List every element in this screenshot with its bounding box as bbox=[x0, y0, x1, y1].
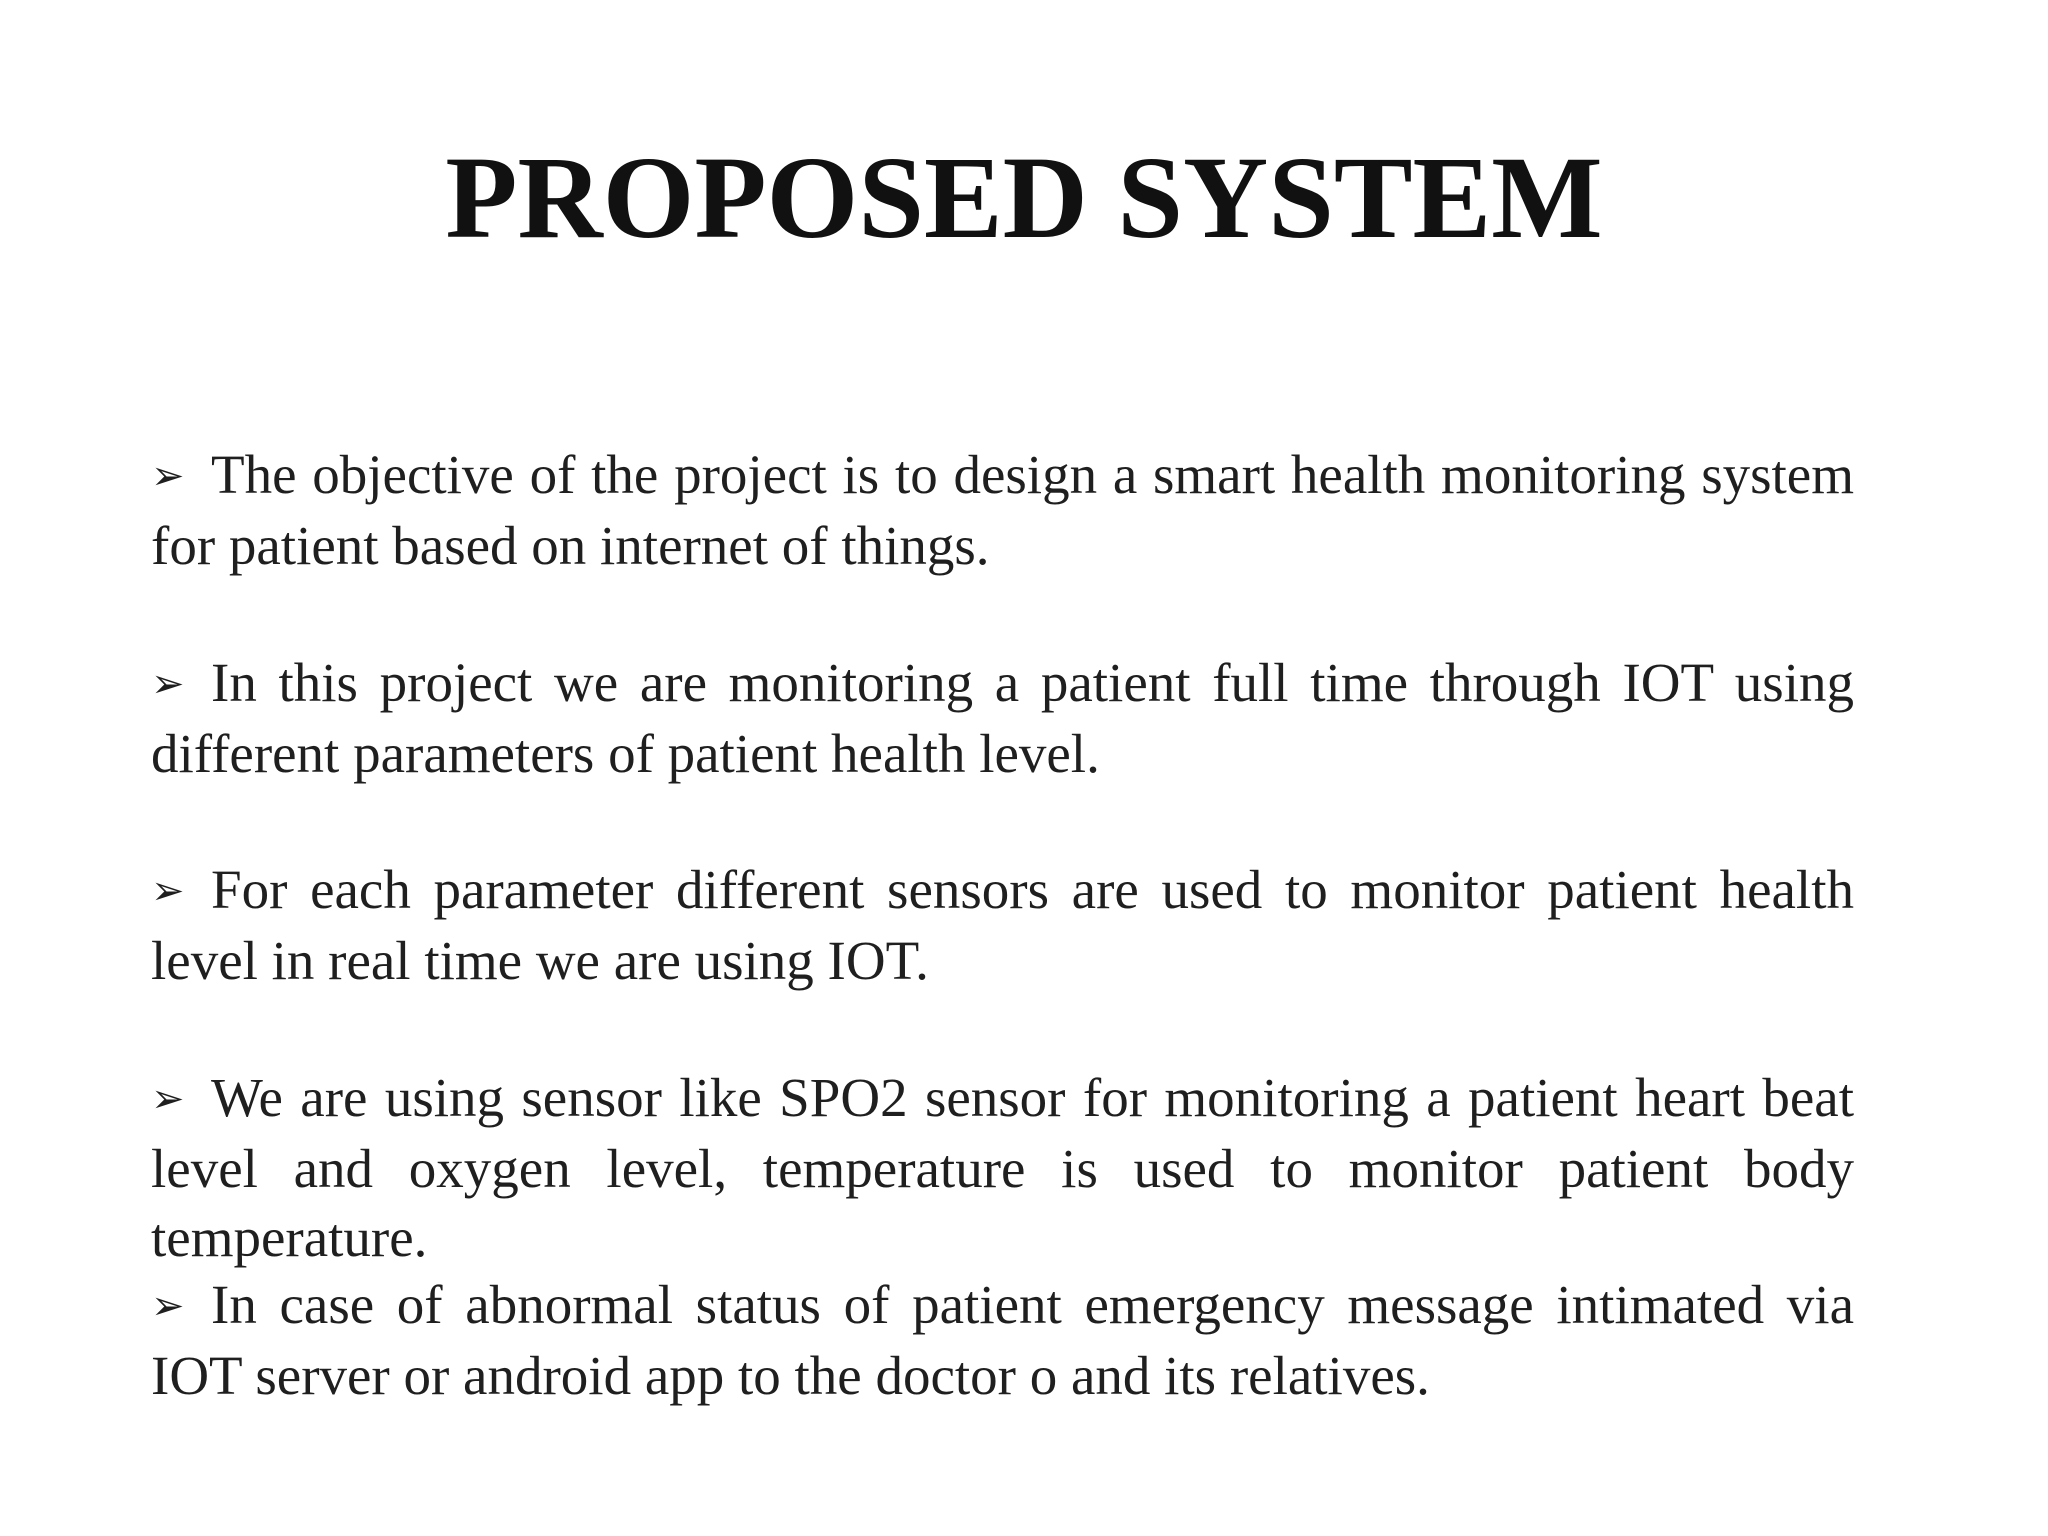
bullet-text-5: In case of abnormal status of patient emergency message intimated via IOT server or android app to the doctor o and its relatives. bbox=[151, 1274, 1854, 1406]
bullet-text-4: We are using sensor like SPO2 sensor for monitoring a patient heart beat level and oxygen level, temperature is used to monitor patient body temperature. bbox=[151, 1067, 1854, 1268]
bullet-text-2: In this project we are monitoring a patient full time through IOT using different parameters of patient health level. bbox=[151, 652, 1854, 784]
arrow-bullet-icon: ➢ bbox=[151, 1283, 185, 1329]
bullet-text-1: The objective of the project is to design a smart health monitoring system for patient based on internet of things. bbox=[151, 444, 1854, 576]
bullet-item-2 bbox=[151, 648, 1854, 788]
arrow-bullet-icon: ➢ bbox=[151, 453, 185, 499]
bullet-item-1 bbox=[151, 440, 1854, 580]
bullet-item-3 bbox=[151, 855, 1854, 995]
bullet-item-5 bbox=[151, 1270, 1854, 1410]
bullet-text-3: For each parameter different sensors are used to monitor patient health level in real time we are using IOT. bbox=[151, 859, 1854, 991]
arrow-bullet-icon: ➢ bbox=[151, 868, 185, 914]
arrow-bullet-icon: ➢ bbox=[151, 1076, 185, 1122]
arrow-bullet-icon: ➢ bbox=[151, 661, 185, 707]
slide-title: PROPOSED SYSTEM bbox=[445, 132, 1603, 263]
bullet-item-4 bbox=[151, 1063, 1854, 1272]
